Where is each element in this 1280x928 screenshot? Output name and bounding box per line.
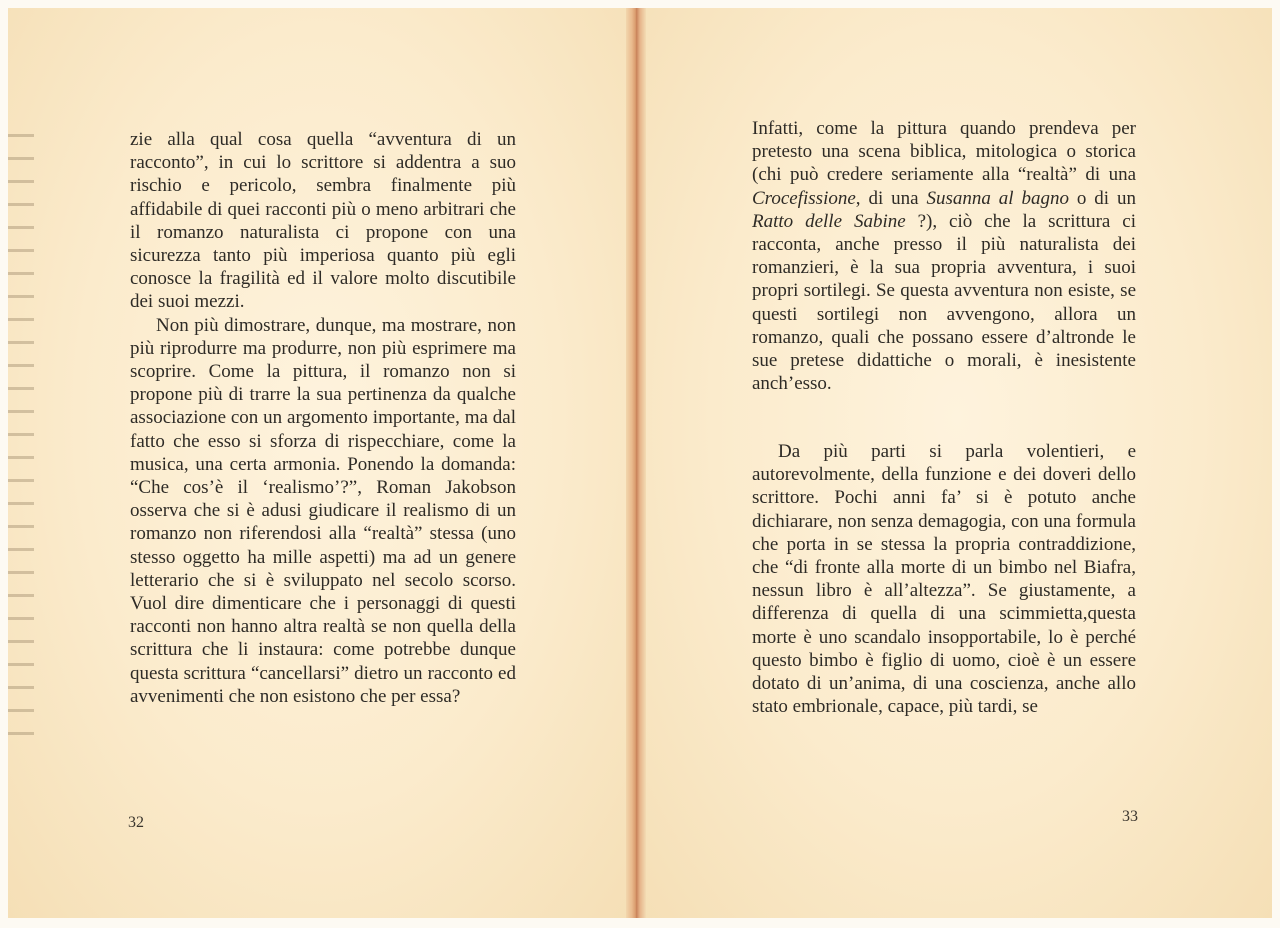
- page-number-right: 33: [1122, 808, 1138, 825]
- right-p1-rest: ?), ciò che la scrittura ci racconta, anche presso il più naturalista dei romanzieri, è la sua propria avventura, i suoi propri sortilegi. Se questa avventura non esiste, se questi sortilegi non avvengono, allora un romanzo, quali che possano essere d’altronde le sue pretese didattiche o morali, è inesistente anch’esso.: [752, 210, 1136, 395]
- page-number-left: 32: [128, 814, 144, 831]
- italic-title-ratto: Ratto delle Sabine: [752, 210, 906, 232]
- left-paragraph-1: zie alla qual cosa quella “avventura di un racconto”, in cui lo scrittore si addentra a suo rischio e pericolo, sembra finalmente più affidabile di quei racconti più o meno arbitrari che il romanzo naturalista ci propone con una sicurezza tanto più imperiosa quanto più egli conosce la fragilità ed il valore molto discutibile dei suoi mezzi.: [130, 129, 516, 313]
- right-paragraph-1: [752, 117, 1136, 395]
- right-p1-sep-1: , di una: [855, 187, 927, 209]
- book-spread: [8, 8, 1272, 918]
- left-page: [8, 8, 630, 918]
- left-page-text: [130, 128, 516, 708]
- right-p1-sep-2: o di un: [1068, 187, 1136, 209]
- right-page: [642, 8, 1272, 918]
- right-paragraph-2-block: [752, 440, 1136, 718]
- italic-title-crocefissione: Crocefissione: [752, 187, 856, 209]
- right-paragraph-2: Da più parti si parla volentieri, e autorevolmente, della funzione e dei doveri dello scrittore. Pochi anni fa’ si è potuto anche dichiarare, non senza demagogia, con una formula che porta in se stessa la propria contraddizione, che “di fronte alla morte di un bimbo nel Biafra, nessun libro è all’altezza”. Se giustamente, a differenza di quella di una scimmietta,questa morte è uno scandalo insopportabile, lo è perché questo bimbo è figlio di uomo, cioè è un essere dotato di un’anima, di una coscienza, anche allo stato embrionale, capace, più tardi, se: [752, 441, 1136, 718]
- book-spine: [626, 8, 646, 918]
- left-paragraph-2: Non più dimostrare, dunque, ma mostrare, non più riprodurre ma produrre, non più esprimere ma scoprire. Come la pittura, il romanzo non si propone più di trarre la sua pertinenza da qualche associazione con un argomento importante, ma dal fatto che esso si sforza di rispecchiare, come la musica, una certa armonia. Ponendo la domanda: “Che cos’è il ‘realismo’?”, Roman Jakobson osserva che si è adusi giudicare il realismo di un romanzo non riferendosi alla “realtà” stessa (uno stesso oggetto ha mille aspetti) ma ad un genere letterario che si è sviluppato nel secolo scorso. Vuol dire dimenticare che i personaggi di questi racconti non hanno altra realtà se non quella della scrittura che li instaura: come potrebbe dunque questa scrittura “cancellarsi” dietro un racconto ed avvenimenti che non esistono che per essa?: [130, 314, 516, 707]
- italic-title-susanna: Susanna al bagno: [926, 187, 1069, 209]
- show-through-text: [8, 124, 34, 744]
- right-p1-intro: Infatti, come la pittura quando prendeva per pretesto una scena biblica, mitologica o storica (chi può credere seriamente alla “realtà” di una: [752, 118, 1136, 186]
